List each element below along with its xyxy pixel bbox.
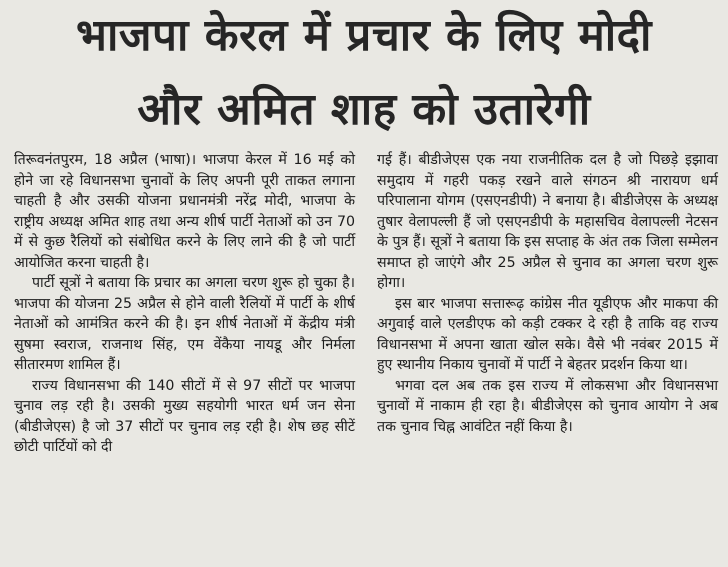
paragraph: राज्य विधानसभा की 140 सीटों में से 97 सीटों पर भाजपा चुनाव लड़ रही है। उसकी मुख्य सहयोगी भारत धर्म जन सेना (बीडीजेएस) है जो 37 सीटों पर चुनाव लड़ रही है। शेष छह सीटें छोटी पार्टियों को दी	[14, 377, 355, 455]
headline-line-2: और अमित शाह को उतारेगी	[137, 84, 591, 135]
article-body	[14, 150, 718, 567]
headline-line-1: भाजपा केरल में प्रचार के लिए मोदी	[76, 10, 652, 61]
paragraph: तिरूवनंतपुरम, 18 अप्रैल (भाषा)। भाजपा केरल में 16 मई को होने जा रहे विधानसभा चुनावों के लिए अपनी पूरी ताकत लगाना चाहती है और उसकी योजना प्रधानमंत्री नरेंद्र मोदी, भाजपा के राष्ट्रीय अध्यक्ष अमित शाह तथा अन्य शीर्ष पार्टी नेताओं को उन 70 में से कुछ रैलियों को संबोधित करने के लिए लाने की है जो पार्टी आयोजित करना चाहती है।	[14, 152, 355, 271]
article-column-left	[14, 150, 359, 567]
article-column-right	[375, 150, 718, 567]
paragraph: पार्टी सूत्रों ने बताया कि प्रचार का अगला चरण शुरू हो चुका है। भाजपा की योजना 25 अप्रैल से होने वाली रैलियों में पार्टी के शीर्ष नेताओं को आमंत्रित करने की है। इन शीर्ष नेताओं में केंद्रीय मंत्री सुषमा स्वराज, राजनाथ सिंह, एम वेंकैया नायडू और निर्मला सीतारमण शामिल हैं।	[14, 275, 355, 373]
paragraph: गई हैं। बीडीजेएस एक नया राजनीतिक दल है जो पिछड़े इझावा समुदाय में गहरी पकड़ रखने वाले संगठन श्री नारायण धर्म परिपालाना योगम (एसएनडीपी) ने बनाया है। बीडीजेएस के अध्यक्ष तुषार वेलापल्ली हैं जो एसएनडीपी के महासचिव वेलापल्ली नेटसन के पुत्र हैं। सूत्रों ने बताया कि इस सप्ताह के अंत तक जिला सम्मेलन समाप्त हो जाएंगे और 25 अप्रैल से चुनाव का अगला चरण शुरू होगा।	[377, 152, 718, 291]
paragraph: इस बार भाजपा सत्तारूढ़ कांग्रेस नीत यूडीएफ और माकपा की अगुवाई वाले एलडीएफ को कड़ी टक्कर दे रही है ताकि वह राज्य विधानसभा में अपना खाता खोल सके। वैसे भी नवंबर 2015 में हुए स्थानीय निकाय चुनावों में पार्टी ने बेहतर प्रदर्शन किया था।	[377, 295, 718, 373]
paragraph: भगवा दल अब तक इस राज्य में लोकसभा और विधानसभा चुनावों में नाकाम ही रहा है। बीडीजेएस को चुनाव आयोग ने अब तक चुनाव चिह्न आवंटित नहीं किया है।	[377, 377, 718, 435]
